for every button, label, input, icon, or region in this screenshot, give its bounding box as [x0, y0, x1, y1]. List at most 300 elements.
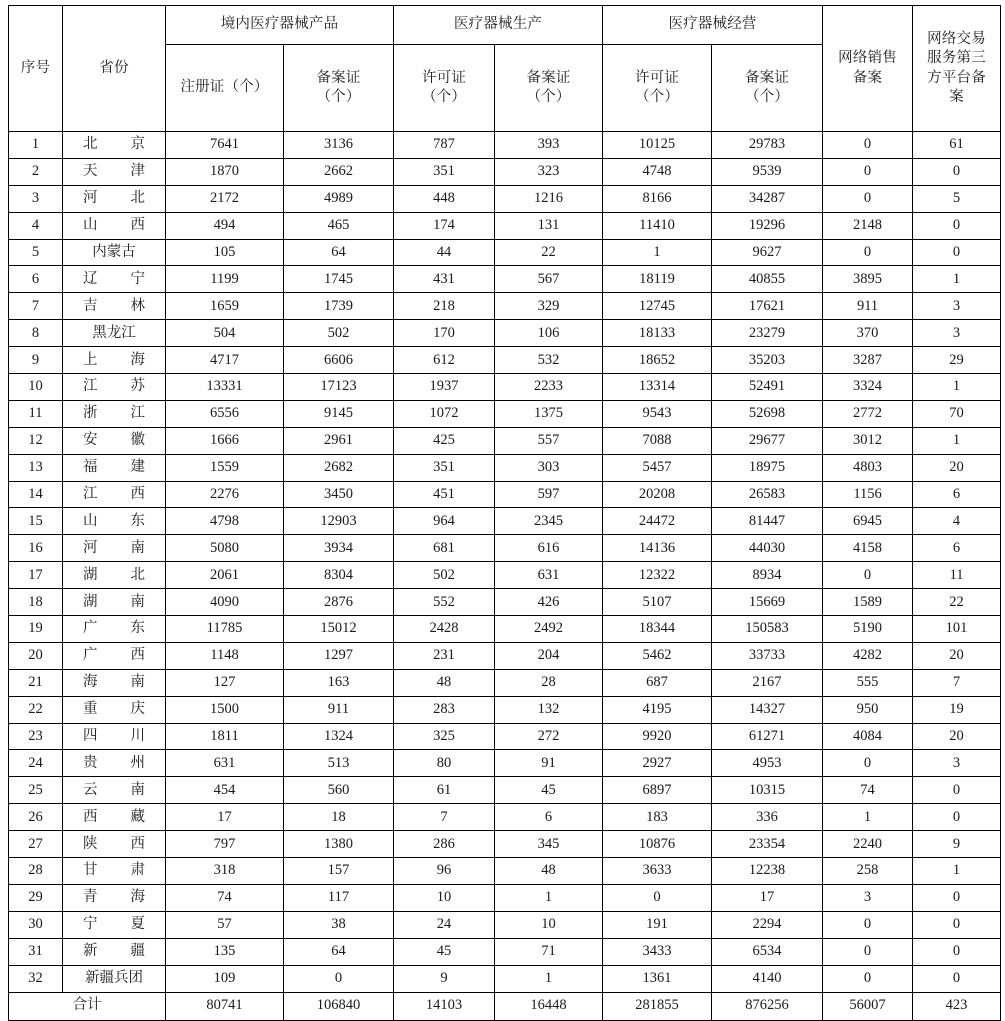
table-row — [9, 696, 1001, 723]
data-cell: 1156 — [823, 481, 913, 508]
row-province — [63, 454, 166, 481]
data-cell: 7088 — [603, 427, 712, 454]
table-row — [9, 347, 1001, 374]
header-sub-domestic-record-line2: （个） — [316, 89, 361, 105]
header-platform-line1: 网络交易 — [927, 31, 986, 48]
table-row — [9, 616, 1001, 643]
data-cell: 502 — [394, 562, 495, 589]
data-cell: 5080 — [166, 535, 284, 562]
row-province — [63, 750, 166, 777]
data-cell: 17 — [712, 884, 823, 911]
data-cell: 557 — [495, 427, 603, 454]
data-cell: 4195 — [603, 696, 712, 723]
data-cell: 52698 — [712, 400, 823, 427]
data-cell: 40855 — [712, 266, 823, 293]
table-row — [9, 911, 1001, 938]
row-index: 11 — [9, 400, 63, 427]
data-cell: 20208 — [603, 481, 712, 508]
data-cell: 2240 — [823, 831, 913, 858]
data-cell: 9627 — [712, 239, 823, 266]
data-cell: 1659 — [166, 293, 284, 320]
header-sub-manufacturing-license-line2: （个） — [421, 89, 467, 105]
row-index: 13 — [9, 454, 63, 481]
data-cell: 96 — [394, 858, 495, 885]
data-cell: 3450 — [284, 481, 394, 508]
data-cell: 3287 — [823, 347, 913, 374]
data-cell: 8166 — [603, 185, 712, 212]
data-cell: 9539 — [712, 158, 823, 185]
data-cell: 1 — [603, 239, 712, 266]
data-cell: 44030 — [712, 535, 823, 562]
data-cell: 6945 — [823, 508, 913, 535]
data-cell: 14327 — [712, 696, 823, 723]
data-cell: 2428 — [394, 616, 495, 643]
row-province — [63, 777, 166, 804]
province-label: 贵州 — [83, 754, 145, 771]
data-cell: 105 — [166, 239, 284, 266]
data-cell: 318 — [166, 858, 284, 885]
data-cell: 106 — [495, 320, 603, 347]
row-province — [63, 347, 166, 374]
data-cell: 0 — [913, 239, 1001, 266]
data-cell: 183 — [603, 804, 712, 831]
data-cell: 20 — [913, 454, 1001, 481]
data-cell: 5190 — [823, 616, 913, 643]
data-cell: 13331 — [166, 374, 284, 401]
data-cell: 2061 — [166, 562, 284, 589]
data-cell: 11410 — [603, 212, 712, 239]
data-cell: 1 — [913, 374, 1001, 401]
row-province — [63, 535, 166, 562]
data-cell: 555 — [823, 669, 913, 696]
province-label: 浙江 — [83, 405, 145, 422]
row-index: 32 — [9, 965, 63, 992]
data-cell: 0 — [913, 804, 1001, 831]
total-label: 合计 — [9, 992, 166, 1020]
total-cell: 56007 — [823, 992, 913, 1020]
province-label: 湖南 — [83, 593, 145, 610]
province-label: 重庆 — [83, 701, 145, 718]
data-cell: 7641 — [166, 132, 284, 159]
data-cell: 3 — [823, 884, 913, 911]
province-label: 江苏 — [83, 378, 145, 395]
data-cell: 4084 — [823, 723, 913, 750]
data-cell: 11 — [913, 562, 1001, 589]
data-cell: 9 — [394, 965, 495, 992]
table-header — [9, 6, 1001, 132]
header-sub-manufacturing-record-line1: 备案证 — [526, 69, 571, 86]
data-cell: 283 — [394, 696, 495, 723]
row-index: 15 — [9, 508, 63, 535]
data-cell: 20 — [913, 642, 1001, 669]
data-cell: 351 — [394, 158, 495, 185]
data-cell: 17123 — [284, 374, 394, 401]
header-sub-manufacturing-license-line1: 许可证 — [421, 69, 467, 86]
row-index: 5 — [9, 239, 63, 266]
data-cell: 567 — [495, 266, 603, 293]
data-cell: 0 — [913, 938, 1001, 965]
data-cell: 552 — [394, 589, 495, 616]
table-row — [9, 320, 1001, 347]
data-cell: 1 — [495, 965, 603, 992]
data-cell: 1148 — [166, 642, 284, 669]
header-index: 序号 — [9, 6, 63, 132]
row-index: 4 — [9, 212, 63, 239]
data-cell: 351 — [394, 454, 495, 481]
row-index: 27 — [9, 831, 63, 858]
table-row — [9, 508, 1001, 535]
data-cell: 3895 — [823, 266, 913, 293]
data-cell: 1297 — [284, 642, 394, 669]
data-cell: 2682 — [284, 454, 394, 481]
data-cell: 127 — [166, 669, 284, 696]
row-province — [63, 858, 166, 885]
data-cell: 5462 — [603, 642, 712, 669]
province-label: 青海 — [83, 889, 145, 906]
data-cell: 451 — [394, 481, 495, 508]
data-cell: 131 — [495, 212, 603, 239]
province-label: 上海 — [83, 351, 145, 368]
data-cell: 681 — [394, 535, 495, 562]
data-cell: 18 — [284, 804, 394, 831]
row-index: 17 — [9, 562, 63, 589]
data-cell: 10 — [495, 911, 603, 938]
row-province — [63, 266, 166, 293]
data-cell: 4989 — [284, 185, 394, 212]
data-cell: 426 — [495, 589, 603, 616]
data-cell: 258 — [823, 858, 913, 885]
province-label: 新疆兵团 — [85, 969, 143, 986]
data-cell: 1500 — [166, 696, 284, 723]
total-cell: 16448 — [495, 992, 603, 1020]
data-cell: 91 — [495, 750, 603, 777]
header-network-sales-filing — [823, 6, 913, 132]
row-index: 9 — [9, 347, 63, 374]
row-index: 7 — [9, 293, 63, 320]
data-cell: 494 — [166, 212, 284, 239]
header-platform-line3: 方平台备 — [927, 69, 986, 86]
province-label: 天津 — [83, 163, 145, 180]
data-cell: 3633 — [603, 858, 712, 885]
province-label: 广东 — [83, 620, 145, 637]
table-row — [9, 562, 1001, 589]
row-index: 6 — [9, 266, 63, 293]
data-cell: 2345 — [495, 508, 603, 535]
header-group-distribution: 医疗器械经营 — [603, 6, 823, 45]
data-cell: 4803 — [823, 454, 913, 481]
row-index: 28 — [9, 858, 63, 885]
data-cell: 2294 — [712, 911, 823, 938]
data-cell: 10315 — [712, 777, 823, 804]
data-cell: 29677 — [712, 427, 823, 454]
table-row — [9, 535, 1001, 562]
medical-device-statistics-table — [8, 5, 1001, 1021]
data-cell: 150583 — [712, 616, 823, 643]
data-cell: 1 — [495, 884, 603, 911]
data-cell: 1870 — [166, 158, 284, 185]
data-cell: 45 — [495, 777, 603, 804]
data-cell: 0 — [823, 158, 913, 185]
data-cell: 18133 — [603, 320, 712, 347]
data-cell: 48 — [394, 669, 495, 696]
data-cell: 6534 — [712, 938, 823, 965]
total-cell: 14103 — [394, 992, 495, 1020]
row-index: 26 — [9, 804, 63, 831]
data-cell: 513 — [284, 750, 394, 777]
row-province — [63, 132, 166, 159]
province-label: 山西 — [83, 217, 145, 234]
province-label: 安徽 — [83, 432, 145, 449]
data-cell: 174 — [394, 212, 495, 239]
data-cell: 48 — [495, 858, 603, 885]
data-cell: 502 — [284, 320, 394, 347]
table-row — [9, 454, 1001, 481]
data-cell: 6897 — [603, 777, 712, 804]
data-cell: 9543 — [603, 400, 712, 427]
data-cell: 1739 — [284, 293, 394, 320]
header-sub-distribution-record-line1: 备案证 — [744, 69, 790, 86]
data-cell: 109 — [166, 965, 284, 992]
data-cell: 7 — [394, 804, 495, 831]
row-province — [63, 831, 166, 858]
data-cell: 1666 — [166, 427, 284, 454]
statistics-sheet — [8, 5, 1000, 1021]
data-cell: 0 — [823, 562, 913, 589]
data-cell: 26583 — [712, 481, 823, 508]
data-cell: 17621 — [712, 293, 823, 320]
data-cell: 1559 — [166, 454, 284, 481]
row-index: 24 — [9, 750, 63, 777]
data-cell: 4158 — [823, 535, 913, 562]
data-cell: 74 — [823, 777, 913, 804]
data-cell: 272 — [495, 723, 603, 750]
data-cell: 3934 — [284, 535, 394, 562]
province-label: 北京 — [83, 136, 145, 153]
province-label: 西藏 — [83, 808, 145, 825]
data-cell: 8304 — [284, 562, 394, 589]
row-index: 21 — [9, 669, 63, 696]
table-row — [9, 374, 1001, 401]
data-cell: 616 — [495, 535, 603, 562]
data-cell: 44 — [394, 239, 495, 266]
data-cell: 20 — [913, 723, 1001, 750]
table-row — [9, 589, 1001, 616]
data-cell: 5457 — [603, 454, 712, 481]
data-cell: 0 — [823, 132, 913, 159]
row-index: 30 — [9, 911, 63, 938]
province-label: 吉林 — [83, 297, 145, 314]
row-index: 22 — [9, 696, 63, 723]
data-cell: 454 — [166, 777, 284, 804]
data-cell: 329 — [495, 293, 603, 320]
data-cell: 0 — [913, 911, 1001, 938]
table-row — [9, 212, 1001, 239]
province-label: 海南 — [83, 674, 145, 691]
data-cell: 431 — [394, 266, 495, 293]
data-cell: 6606 — [284, 347, 394, 374]
data-cell: 57 — [166, 911, 284, 938]
data-cell: 101 — [913, 616, 1001, 643]
header-sub-domestic-record — [284, 45, 394, 132]
province-label: 广西 — [83, 647, 145, 664]
data-cell: 0 — [603, 884, 712, 911]
header-platform-filing — [913, 6, 1001, 132]
data-cell: 74 — [166, 884, 284, 911]
province-label: 福建 — [83, 459, 145, 476]
table-row — [9, 642, 1001, 669]
data-cell: 61 — [913, 132, 1001, 159]
data-cell: 0 — [913, 965, 1001, 992]
data-cell: 4090 — [166, 589, 284, 616]
data-cell: 1324 — [284, 723, 394, 750]
data-cell: 0 — [823, 938, 913, 965]
table-row — [9, 884, 1001, 911]
data-cell: 1375 — [495, 400, 603, 427]
data-cell: 22 — [495, 239, 603, 266]
data-cell: 15012 — [284, 616, 394, 643]
data-cell: 631 — [495, 562, 603, 589]
data-cell: 11785 — [166, 616, 284, 643]
table-row — [9, 804, 1001, 831]
total-cell: 876256 — [712, 992, 823, 1020]
data-cell: 3324 — [823, 374, 913, 401]
row-index: 29 — [9, 884, 63, 911]
data-cell: 14136 — [603, 535, 712, 562]
header-sub-distribution-record — [712, 45, 823, 132]
data-cell: 560 — [284, 777, 394, 804]
row-province — [63, 239, 166, 266]
data-cell: 52491 — [712, 374, 823, 401]
data-cell: 303 — [495, 454, 603, 481]
data-cell: 12322 — [603, 562, 712, 589]
header-platform-line4: 案 — [949, 88, 964, 105]
data-cell: 2662 — [284, 158, 394, 185]
data-cell: 4717 — [166, 347, 284, 374]
row-province — [63, 804, 166, 831]
data-cell: 950 — [823, 696, 913, 723]
data-cell: 4282 — [823, 642, 913, 669]
table-row — [9, 400, 1001, 427]
province-label: 宁夏 — [83, 916, 145, 933]
data-cell: 2927 — [603, 750, 712, 777]
row-province — [63, 427, 166, 454]
data-cell: 323 — [495, 158, 603, 185]
data-cell: 0 — [913, 777, 1001, 804]
table-row — [9, 185, 1001, 212]
data-cell: 157 — [284, 858, 394, 885]
data-cell: 80 — [394, 750, 495, 777]
table-row — [9, 158, 1001, 185]
data-cell: 2772 — [823, 400, 913, 427]
data-cell: 117 — [284, 884, 394, 911]
row-index: 14 — [9, 481, 63, 508]
data-cell: 6 — [913, 481, 1001, 508]
row-index: 12 — [9, 427, 63, 454]
data-cell: 3 — [913, 750, 1001, 777]
data-cell: 4798 — [166, 508, 284, 535]
province-label: 江西 — [83, 485, 145, 502]
table-row — [9, 293, 1001, 320]
data-cell: 370 — [823, 320, 913, 347]
row-province — [63, 185, 166, 212]
data-cell: 6556 — [166, 400, 284, 427]
row-province — [63, 481, 166, 508]
data-cell: 0 — [823, 185, 913, 212]
data-cell: 1216 — [495, 185, 603, 212]
total-cell: 80741 — [166, 992, 284, 1020]
row-province — [63, 884, 166, 911]
data-cell: 18119 — [603, 266, 712, 293]
table-row — [9, 831, 1001, 858]
data-cell: 504 — [166, 320, 284, 347]
province-label: 湖北 — [83, 566, 145, 583]
data-cell: 4140 — [712, 965, 823, 992]
row-index: 23 — [9, 723, 63, 750]
data-cell: 22 — [913, 589, 1001, 616]
data-cell: 24472 — [603, 508, 712, 535]
data-cell: 0 — [284, 965, 394, 992]
data-cell: 6 — [495, 804, 603, 831]
data-cell: 325 — [394, 723, 495, 750]
data-cell: 10 — [394, 884, 495, 911]
row-index: 8 — [9, 320, 63, 347]
row-index: 25 — [9, 777, 63, 804]
data-cell: 29 — [913, 347, 1001, 374]
header-network-sales-line1: 网络销售 — [838, 50, 897, 67]
table-row — [9, 481, 1001, 508]
province-label: 河北 — [83, 190, 145, 207]
data-cell: 1 — [823, 804, 913, 831]
data-cell: 15669 — [712, 589, 823, 616]
table-row — [9, 427, 1001, 454]
data-cell: 6 — [913, 535, 1001, 562]
table-row — [9, 239, 1001, 266]
row-index: 2 — [9, 158, 63, 185]
data-cell: 1072 — [394, 400, 495, 427]
data-cell: 2492 — [495, 616, 603, 643]
data-cell: 132 — [495, 696, 603, 723]
data-cell: 70 — [913, 400, 1001, 427]
data-cell: 0 — [913, 212, 1001, 239]
row-province — [63, 696, 166, 723]
data-cell: 2876 — [284, 589, 394, 616]
data-cell: 336 — [712, 804, 823, 831]
table-body — [9, 132, 1001, 1021]
data-cell: 135 — [166, 938, 284, 965]
data-cell: 9 — [913, 831, 1001, 858]
data-cell: 18344 — [603, 616, 712, 643]
row-index: 18 — [9, 589, 63, 616]
data-cell: 911 — [823, 293, 913, 320]
data-cell: 61 — [394, 777, 495, 804]
data-cell: 81447 — [712, 508, 823, 535]
data-cell: 911 — [284, 696, 394, 723]
data-cell: 425 — [394, 427, 495, 454]
data-cell: 631 — [166, 750, 284, 777]
row-province — [63, 589, 166, 616]
data-cell: 45 — [394, 938, 495, 965]
province-label: 辽宁 — [83, 270, 145, 287]
row-index: 20 — [9, 642, 63, 669]
row-index: 31 — [9, 938, 63, 965]
table-row — [9, 266, 1001, 293]
data-cell: 532 — [495, 347, 603, 374]
data-cell: 12238 — [712, 858, 823, 885]
data-cell: 9920 — [603, 723, 712, 750]
table-row — [9, 669, 1001, 696]
data-cell: 3012 — [823, 427, 913, 454]
data-cell: 19296 — [712, 212, 823, 239]
